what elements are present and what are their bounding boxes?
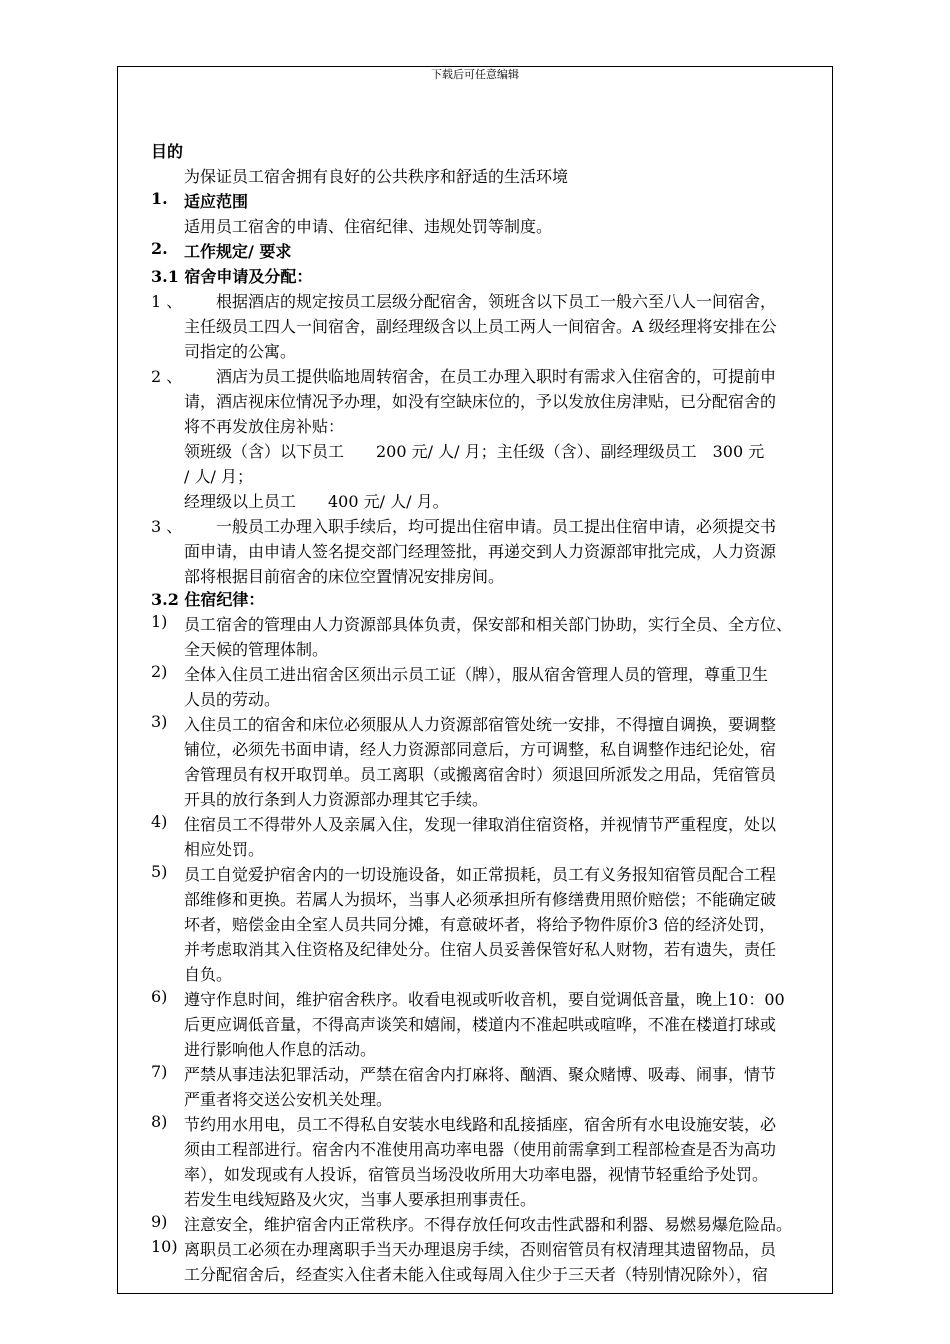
document-frame xyxy=(117,66,833,1294)
sec31-item-text-line: 部将根据目前宿舍的床位空置情况安排房间。 xyxy=(184,567,505,586)
sec32-item-text-line: 全天候的管理体制。 xyxy=(184,640,329,659)
sec31-item-text-line: 将不再发放住房补贴： xyxy=(184,417,345,436)
scope-text: 适用员工宿舍的申请、住宿纪律、违规处罚等制度。 xyxy=(184,217,553,236)
sec31-item-text-line: 请，酒店视床位情况予办理，如没有空缺床位的，予以发放住房津贴，已分配宿舍的 xyxy=(184,392,777,411)
sec31-item-text-line: / 人/ 月； xyxy=(184,467,253,486)
sec32-item-text-line: 严禁从事违法犯罪活动，严禁在宿舍内打麻将、酗酒、聚众赌博、吸毒、闹事，情节 xyxy=(184,1065,777,1084)
sec31-item-text-line: 主任级员工四人一间宿舍，副经理级含以上员工两人一间宿舍。A 级经理将安排在公 xyxy=(184,317,777,336)
sec32-item-text-line: 开具的放行条到人力资源部办理其它手续。 xyxy=(184,790,489,809)
sec32-item-text-line: 后更应调低音量，不得高声谈笑和嬉闹，楼道内不准起哄或喧哗，不准在楼道打球或 xyxy=(184,1015,777,1034)
sec31-item-number: 1 、 xyxy=(151,292,183,311)
sec31-item-text-line: 领班级（含）以下员工 200 元/ 人/ 月；主任级（含）、副经理级员工 300 元 xyxy=(184,442,765,461)
sec32-item-text-line: 坏者，赔偿金由全室人员共同分摊，有意破坏者，将给予物件原价3 倍的经济处罚， xyxy=(184,915,776,934)
scope-num: 1. xyxy=(151,189,168,208)
rules-title: 工作规定/ 要求 xyxy=(184,242,292,261)
sec31-item-text-line: 司指定的公寓。 xyxy=(184,342,297,361)
sec32-item-text-line: 严重者将交送公安机关处理。 xyxy=(184,1090,393,1109)
sec32-item-text-line: 全体入住员工进出宿舍区须出示员工证（牌），服从宿舍管理人员的管理，尊重卫生 xyxy=(184,665,769,684)
sec32-item-text-line: 工分配宿舍后，经查实入住者未能入住或每周入住少于三天者（特别情况除外），宿 xyxy=(184,1265,769,1284)
sec31-item-number: 2 、 xyxy=(151,367,183,386)
sec32-item-number: 10) xyxy=(151,1237,178,1256)
sec32-item-text-line: 相应处罚。 xyxy=(184,840,265,859)
sec32-item-number: 1) xyxy=(151,612,168,631)
sec32-item-text-line: 须由工程部进行。宿舍内不准使用高功率电器（使用前需拿到工程部检查是否为高功 xyxy=(184,1140,777,1159)
sec31-item-text-line: 酒店为员工提供临地周转宿舍，在员工办理入职时有需求入住宿舍的，可提前申 xyxy=(216,367,777,386)
purpose-text: 为保证员工宿舍拥有良好的公共秩序和舒适的生活环境 xyxy=(184,167,569,186)
sec32-item-number: 9) xyxy=(151,1212,168,1231)
sec32-item-text-line: 住宿员工不得带外人及亲属入住，发现一律取消住宿资格，并视情节严重程度，处以 xyxy=(184,815,777,834)
sec31-item-text-line: 经理级以上员工 400 元/ 人/ 月。 xyxy=(184,492,449,511)
sec32-item-text-line: 若发生电线短路及火灾，当事人要承担刑事责任。 xyxy=(184,1190,537,1209)
purpose-title: 目的 xyxy=(151,142,184,161)
sec32-item-text-line: 员工自觉爱护宿舍内的一切设施设备，如正常损耗，员工有义务报知宿管员配合工程 xyxy=(184,865,777,884)
sec32-item-text-line: 铺位，必须先书面申请，经人力资源部同意后，方可调整，私自调整作违纪论处，宿 xyxy=(184,740,777,759)
sec32-item-number: 8) xyxy=(151,1112,168,1131)
sec32-item-text-line: 舍管理员有权开取罚单。员工离职（或搬离宿舍时）须退回所派发之用品，凭宿管员 xyxy=(184,765,777,784)
sec31-item-text-line: 一般员工办理入职手续后，均可提出住宿申请。员工提出住宿申请，必须提交书 xyxy=(216,517,777,536)
sec31-item-text-line: 根据酒店的规定按员工层级分配宿舍，领班含以下员工一般六至八人一间宿舍， xyxy=(216,292,777,311)
sec32-item-text-line: 员工宿舍的管理由人力资源部具体负责，保安部和相关部门协助，实行全员、全方位、 xyxy=(184,615,793,634)
sec32-item-number: 3) xyxy=(151,712,168,731)
sec32-item-number: 4) xyxy=(151,812,168,831)
sec32-item-text-line: 率），如发现或有人投诉，宿管员当场没收所用大功率电器，视情节轻重给予处罚。 xyxy=(184,1165,769,1184)
section-3-2-title: 3.2 住宿纪律： xyxy=(151,590,265,609)
sec32-item-number: 7) xyxy=(151,1062,168,1081)
sec32-item-text-line: 部维修和更换。若属人为损坏，当事人必须承担所有修缮费用照价赔偿；不能确定破 xyxy=(184,890,777,909)
section-3-1-title: 3.1 宿舍申请及分配： xyxy=(151,267,313,286)
sec32-item-text-line: 注意安全，维护宿舍内正常秩序。不得存放任何攻击性武器和利器、易燃易爆危险品。 xyxy=(184,1215,793,1234)
scope-title: 适应范围 xyxy=(184,192,249,211)
sec32-item-text-line: 进行影响他人作息的活动。 xyxy=(184,1040,377,1059)
sec32-item-number: 2) xyxy=(151,662,168,681)
sec31-item-number: 3 、 xyxy=(151,517,183,536)
rules-num: 2. xyxy=(151,239,168,258)
sec32-item-text-line: 遵守作息时间，维护宿舍秩序。收看电视或听收音机，要自觉调低音量，晚上10：00 xyxy=(184,990,785,1009)
sec32-item-text-line: 并考虑取消其入住资格及纪律处分。住宿人员妥善保管好私人财物，若有遗失，责任 xyxy=(184,940,777,959)
sec32-item-text-line: 节约用水用电，员工不得私自安装水电线路和乱接插座，宿舍所有水电设施安装，必 xyxy=(184,1115,777,1134)
sec32-item-text-line: 入住员工的宿舍和床位必须服从人力资源部宿管处统一安排，不得擅自调换，要调整 xyxy=(184,715,777,734)
sec32-item-text-line: 人员的劳动。 xyxy=(184,690,281,709)
sec32-item-number: 5) xyxy=(151,862,168,881)
sec32-item-text-line: 自负。 xyxy=(184,965,233,984)
sec31-item-text-line: 面申请，由申请人签名提交部门经理签批，再递交到人力资源部审批完成，人力资源 xyxy=(184,542,777,561)
sec32-item-text-line: 离职员工必须在办理离职手当天办理退房手续，否则宿管员有权清理其遗留物品，员 xyxy=(184,1240,777,1259)
header-note: 下载后可任意编辑 xyxy=(431,68,519,81)
sec32-item-number: 6) xyxy=(151,987,168,1006)
